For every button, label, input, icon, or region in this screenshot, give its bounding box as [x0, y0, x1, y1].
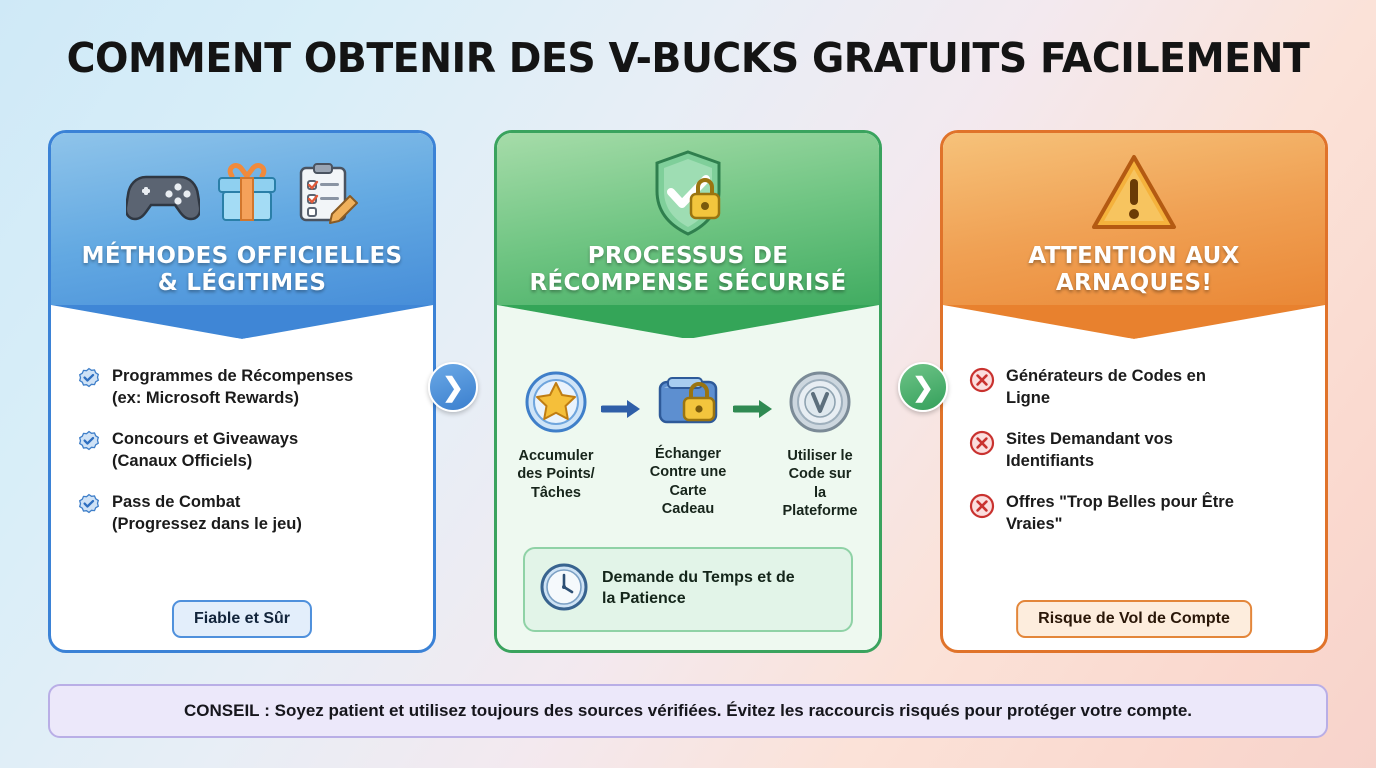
card-icons-secure — [497, 147, 879, 243]
cross-circle-icon — [969, 493, 995, 524]
cross-circle-icon — [969, 367, 995, 398]
step2-line2: Contre une — [649, 464, 727, 481]
list-item-label — [112, 366, 353, 410]
tip-separator: : — [259, 701, 275, 720]
list-item — [969, 429, 1305, 473]
warning-triangle-icon — [1088, 151, 1180, 240]
wallet-lock-icon — [654, 419, 722, 436]
card-heading-official — [51, 243, 433, 297]
status-badge-reliable: Fiable et Sûr — [172, 600, 312, 638]
v-bucks-coin-icon — [788, 421, 852, 438]
list-item-line2: Ligne — [1006, 388, 1050, 407]
list-item-label — [1006, 429, 1173, 473]
connector-chevron-1: ❯ — [428, 362, 478, 412]
step1-line1: Accumuler — [518, 448, 594, 464]
patience-note-line1: Demande du Temps et de — [602, 569, 795, 587]
header-notch-official — [51, 305, 433, 339]
page-title: COMMENT OBTENIR DES V-BUCKS GRATUITS FACILEMENT — [66, 34, 1310, 82]
card-heading-warning-line1: ATTENTION AUX — [1028, 243, 1240, 269]
card-heading-warning — [943, 243, 1325, 297]
list-item-label — [112, 492, 302, 536]
card-heading-secure-line2: RÉCOMPENSE SÉCURISÉ — [529, 270, 847, 297]
card-body-secure — [497, 338, 879, 650]
step2-line3: Carte Cadeau — [661, 482, 715, 518]
list-item-label — [112, 429, 298, 473]
gamepad-icon — [126, 165, 200, 226]
process-step-1 — [517, 370, 595, 502]
card-header-warning — [943, 133, 1325, 338]
step1-line3: Tâches — [531, 484, 581, 501]
shield-check-lock-icon — [645, 148, 731, 243]
process-step-2 — [649, 370, 727, 519]
list-item-label — [1006, 366, 1206, 410]
status-badge-risk: Risque de Vol de Compte — [1016, 600, 1252, 638]
header-notch-warning — [943, 305, 1325, 339]
list-item — [969, 366, 1305, 410]
card-icons-official — [51, 147, 433, 243]
checklist-icon — [294, 162, 358, 229]
card-icons-warning — [943, 147, 1325, 243]
step3-line3: Plateforme — [782, 503, 858, 520]
list-item — [77, 366, 413, 410]
check-badge-icon — [77, 493, 101, 522]
card-official-methods — [48, 130, 436, 653]
gift-icon — [214, 162, 280, 229]
tip-label: CONSEIL — [183, 701, 260, 720]
list-item-line2: (Progressez dans le jeu) — [112, 514, 302, 533]
list-item-line2: Vraies" — [1006, 514, 1063, 533]
card-header-secure — [497, 133, 879, 338]
list-item-line2: Identifiants — [1006, 451, 1095, 470]
list-item — [77, 492, 413, 536]
card-body-warning — [943, 338, 1325, 650]
card-heading-secure-line1: PROCESSUS DE — [587, 243, 789, 269]
tip-text — [184, 701, 1192, 721]
card-heading-secure — [497, 243, 879, 297]
step1-line2: des Points/ — [517, 466, 595, 483]
list-item-line1: Générateurs de Codes en — [1006, 367, 1206, 385]
list-item-label — [1006, 492, 1234, 536]
process-steps — [517, 366, 859, 521]
list-item-line2: (ex: Microsoft Rewards) — [112, 388, 300, 407]
list-item — [77, 429, 413, 473]
connector-chevron-2: ❯ — [898, 362, 948, 412]
cross-circle-icon — [969, 430, 995, 461]
star-coin-icon — [524, 421, 588, 438]
process-step-3-label — [781, 447, 859, 521]
card-heading-official-line2: & LÉGITIMES — [157, 270, 327, 297]
step3-line2: Code sur la — [788, 466, 852, 501]
card-header-official — [51, 133, 433, 338]
card-heading-warning-line2: ARNAQUES! — [1055, 270, 1213, 297]
list-item — [969, 492, 1305, 536]
patience-note-line2: la Patience — [602, 590, 686, 608]
check-badge-icon — [77, 367, 101, 396]
header-notch-secure — [497, 305, 879, 339]
process-step-3 — [781, 370, 859, 521]
check-badge-icon — [77, 430, 101, 459]
list-item-line1: Pass de Combat — [112, 492, 241, 511]
bullet-list-warning — [963, 366, 1305, 536]
clock-icon — [539, 562, 589, 617]
arrow-right-icon-2 — [733, 370, 775, 425]
process-step-2-label — [649, 445, 727, 519]
process-step-1-label — [517, 447, 595, 502]
list-item-line1: Concours et Giveaways — [112, 429, 299, 448]
patience-note-label — [602, 568, 795, 610]
step3-line1: Utiliser le — [787, 448, 853, 464]
step2-line1: Échanger — [654, 446, 722, 462]
tip-body: Soyez patient et utilisez toujours des sources vérifiées. Évitez les raccourcis risqués pour protéger votre compte. — [274, 701, 1193, 720]
bullet-list-official — [71, 366, 413, 536]
list-item-line1: Sites Demandant vos — [1006, 429, 1173, 448]
arrow-right-icon-1 — [601, 370, 643, 425]
cards-row — [48, 130, 1328, 655]
card-body-official — [51, 338, 433, 650]
patience-note — [523, 547, 853, 632]
card-heading-official-line1: MÉTHODES OFFICIELLES — [81, 243, 403, 269]
tip-bar — [48, 684, 1328, 738]
list-item-line1: Offres "Trop Belles pour Être — [1006, 492, 1234, 511]
list-item-line2: (Canaux Officiels) — [112, 451, 253, 470]
card-secure-process — [494, 130, 882, 653]
list-item-line1: Programmes de Récompenses — [112, 367, 354, 385]
card-scam-warning — [940, 130, 1328, 653]
